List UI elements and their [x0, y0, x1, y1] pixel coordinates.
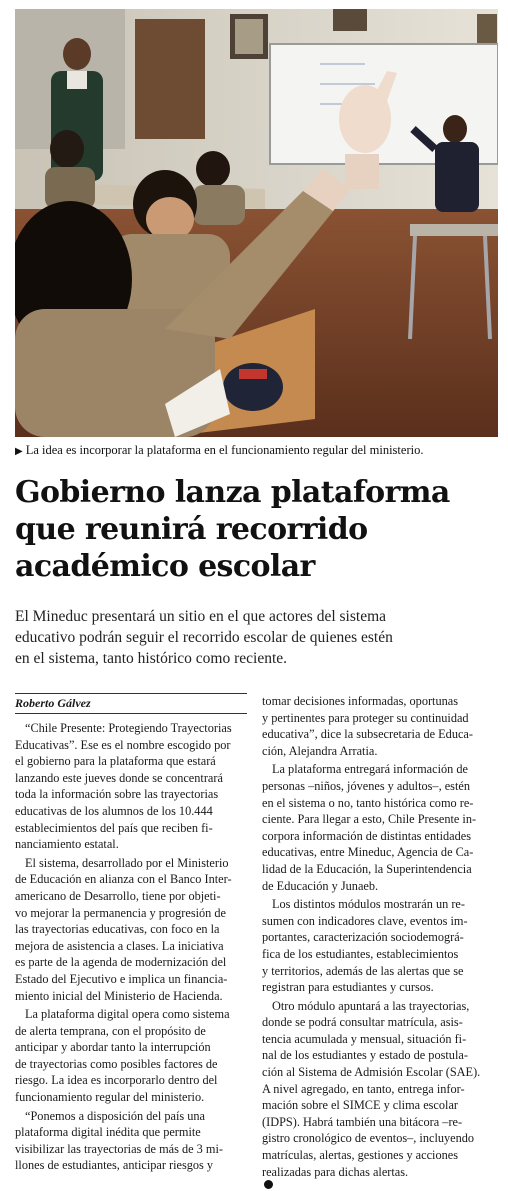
- lede-line: en el sistema, tanto histórico como reciente.: [15, 650, 288, 667]
- article-line: educativas de los alumnos de los 10.444: [15, 803, 213, 818]
- article-line: educativa”, dice la subsecretaria de Educa-: [262, 727, 473, 742]
- article-line: (IDPS). Habrá también una bitácora –re-: [262, 1114, 463, 1129]
- article-line: matrículas, alertas, gestiones y acciones: [262, 1148, 458, 1163]
- left-column-body: [15, 720, 247, 1174]
- article-line: el gobierno para la plataforma que estará: [15, 754, 216, 769]
- article-paragraph: [262, 896, 498, 996]
- headline-line: académico escolar: [15, 549, 315, 584]
- article-line: portantes, caracterización sociodemográ-: [262, 930, 464, 945]
- photo-caption: [15, 441, 498, 461]
- article-line: “Ponemos a disposición del país una: [25, 1108, 205, 1123]
- caption-triangle-icon: ▶: [15, 446, 23, 457]
- article-line: La plataforma digital opera como sistema: [25, 1007, 230, 1022]
- article-line: corpora información de distintas entidades: [262, 828, 471, 843]
- lede-line: educativo podrán seguir el recorrido escolar de quienes estén: [15, 629, 393, 646]
- article-column-right: [262, 693, 498, 1191]
- article-line: de Educación y Junaeb.: [262, 878, 379, 893]
- article-line: llones de estudiantes, anticipar riesgos y: [15, 1158, 214, 1173]
- article-line: Estado del Ejecutivo e implica un financia-: [15, 971, 228, 986]
- end-of-article-icon: [264, 1180, 273, 1189]
- article-line: fica de los estudiantes, establecimientos: [262, 946, 459, 961]
- lede: [15, 606, 500, 669]
- article-line: anticipar y abordar tanto la interrupción: [15, 1040, 211, 1055]
- article-line: A nivel agregado, en tanto, entrega infor-: [262, 1081, 465, 1096]
- article-line: El sistema, desarrollado por el Ministerio: [25, 855, 229, 870]
- article-line: toda la información sobre las trayectorias: [15, 787, 219, 802]
- article-line: Otro módulo apuntará a las trayectorias,: [272, 998, 470, 1013]
- article-paragraph: [15, 720, 247, 853]
- headline-line: Gobierno lanza plataforma: [15, 475, 450, 510]
- article-line: tomar decisiones informadas, oportunas: [262, 694, 459, 708]
- article-line: Educativas”. Ese es el nombre escogido por: [15, 737, 231, 752]
- article-line: registran para estudiantes y cursos.: [262, 980, 434, 995]
- article-line: lidad de la Educación, la Superintendencia: [262, 861, 472, 876]
- article-line: mación sobre el SIMCE y clima escolar: [262, 1098, 459, 1113]
- article-paragraph: [262, 761, 498, 894]
- article-line: gistro cronológico de eventos–, incluyendo: [262, 1131, 475, 1146]
- article-line: tencia acumulada y mensual, situación fi-: [262, 1031, 467, 1046]
- article-line: ción al Sistema de Admisión Escolar (SAE).: [262, 1065, 481, 1080]
- article-line: nal de los estudiantes y estado de postula-: [262, 1048, 468, 1063]
- article-line: educativas, entre Mineduc, Agencia de Ca-: [262, 845, 474, 860]
- article-paragraph: [262, 998, 498, 1190]
- article-line: donde se podrá consultar matrícula, asis-: [262, 1015, 463, 1030]
- article-line: y pertinentes para proteger su continuidad: [262, 710, 469, 725]
- article-line: las trayectorias educativas, con foco en la: [15, 922, 220, 937]
- article-photo: [15, 9, 498, 437]
- right-column-body: [262, 693, 498, 1189]
- article-line: personas –niños, jóvenes y adultos–, estén: [262, 778, 470, 793]
- article-line: de alerta temprana, con el propósito de: [15, 1023, 206, 1038]
- article-line: es parte de la agenda de modernización del: [15, 955, 227, 970]
- article-column-left: [15, 693, 247, 1176]
- article-line: y territorios, además de las alertas que se: [262, 963, 464, 978]
- article-line: realizadas para dichas alertas.: [262, 1164, 409, 1179]
- byline: Roberto Gálvez: [15, 693, 247, 714]
- article-paragraph: [15, 1108, 247, 1174]
- photo-caption-text: La idea es incorporar la plataforma en el funcionamiento regular del ministerio.: [25, 443, 424, 457]
- article-line: de trayectorias como posibles factores de: [15, 1056, 218, 1071]
- article-line: “Chile Presente: Protegiendo Trayectorias: [25, 721, 232, 735]
- article-line: La plataforma entregará información de: [272, 762, 468, 777]
- article-line: establecimientos del país que reciben fi-: [15, 820, 213, 835]
- article-line: miento inicial del Ministerio de Hacienda.: [15, 988, 223, 1003]
- headline-line: que reunirá recorrido: [15, 512, 368, 547]
- article-line: nanciamiento estatal.: [15, 837, 119, 852]
- headline: [15, 474, 505, 585]
- article-paragraph: [15, 855, 247, 1004]
- article-line: riesgo. La idea es incorporarlo dentro del: [15, 1073, 218, 1088]
- article-line: ción, Alejandra Arratia.: [262, 743, 378, 758]
- article-line: americano de Desarrollo, tiene por objeti-: [15, 888, 221, 903]
- classroom-photo-illustration: [15, 9, 498, 437]
- article-line: plataforma digital inédita que permite: [15, 1125, 201, 1140]
- article-line: visibilizar las trayectorias de más de 3 mi-: [15, 1141, 223, 1156]
- article-line: sumen con indicadores clave, eventos im-: [262, 913, 468, 928]
- article-line: vo mejorar la permanencia y progresión de: [15, 905, 227, 920]
- article-paragraph: [262, 693, 498, 759]
- article-line: funcionamiento regular del ministerio.: [15, 1090, 205, 1105]
- article-line: en el sistema o no, tanto histórica como re-: [262, 795, 474, 810]
- article-line: lanzando este jueves donde se concentrará: [15, 770, 223, 785]
- article-line: de Educación en alianza con el Banco Inter-: [15, 872, 232, 887]
- article-line: ciente. Para llegar a esto, Chile Presente in-: [262, 812, 477, 827]
- article-line: mejora de asistencia a clases. La iniciativa: [15, 938, 224, 953]
- article-line: Los distintos módulos mostrarán un re-: [272, 897, 465, 912]
- lede-line: El Mineduc presentará un sitio en el que actores del sistema: [15, 608, 387, 625]
- article-paragraph: [15, 1006, 247, 1106]
